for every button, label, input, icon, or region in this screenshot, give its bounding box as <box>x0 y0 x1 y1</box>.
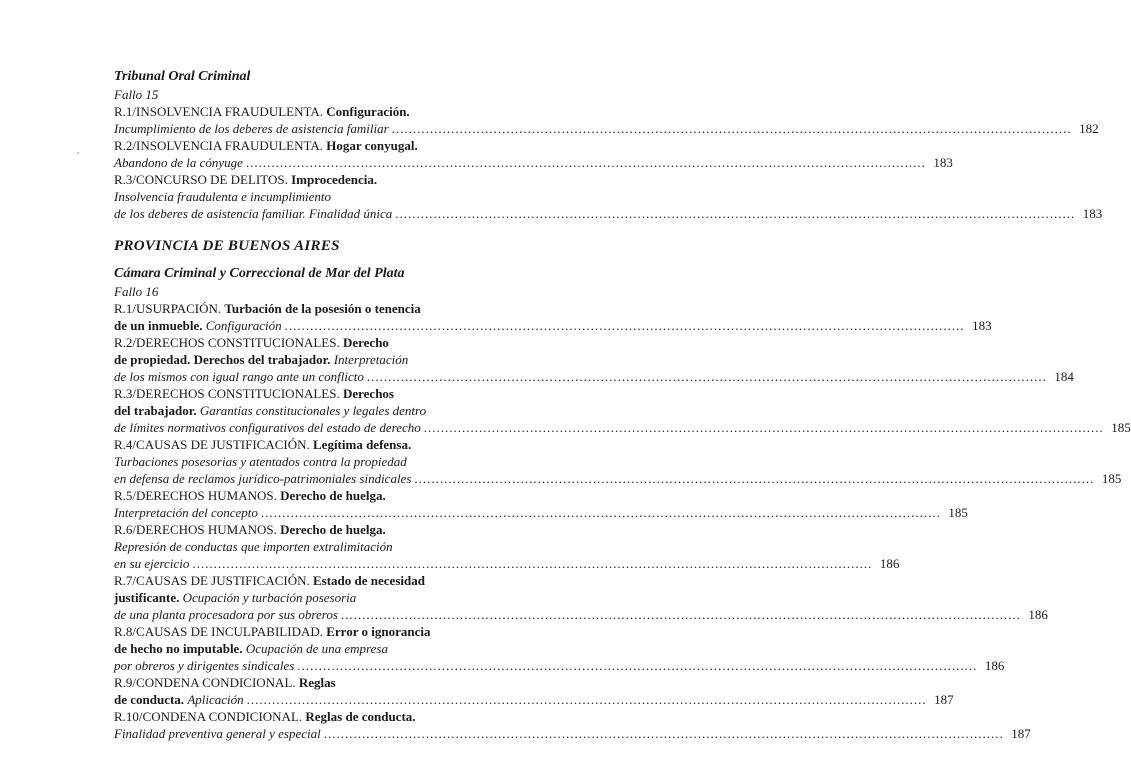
entry-description: Represión de conductas que importen extralimitación <box>114 539 393 554</box>
entry-keyword: de conducta. <box>114 692 185 707</box>
entry-line <box>114 657 1005 674</box>
entry-line <box>114 691 954 708</box>
entry-keyword: Derecho de huelga. <box>280 488 386 503</box>
entry-heading: R.4/CAUSAS DE JUSTIFICACIÓN. <box>114 437 310 452</box>
entry-heading: R.1/INSOLVENCIA FRAUDULENTA. <box>114 104 324 119</box>
scan-speck <box>77 152 79 154</box>
section-heading: PROVINCIA DE BUENOS AIRES <box>114 238 340 254</box>
entry-keyword: Improcedencia. <box>291 172 378 187</box>
entry-title <box>114 137 522 154</box>
entry-text <box>114 402 522 419</box>
entry-keyword: Configuración. <box>326 104 410 119</box>
entry-description: de una planta procesadora por sus obreros <box>114 607 338 622</box>
entry-title <box>114 674 522 691</box>
entry-keyword: de propiedad. Derechos del trabajador. <box>114 352 331 367</box>
court-heading: Tribunal Oral Criminal <box>114 69 251 84</box>
entry-description: Interpretación del concepto <box>114 505 258 520</box>
court-heading: Cámara Criminal y Correccional de Mar del Plata <box>114 266 405 281</box>
entry-description: Incumplimiento de los deberes de asistencia familiar <box>114 121 389 136</box>
entry-keyword: del trabajador. <box>114 403 197 418</box>
dot-leader: ................................................................................................................................................................ <box>391 121 1072 136</box>
entry-heading: R.1/USURPACIÓN. <box>114 301 222 316</box>
entry-description: en defensa de reclamos jurídico-patrimoniales sindicales <box>114 471 412 486</box>
entry-description: Abandono de la cónyuge <box>114 155 243 170</box>
dot-leader: ................................................................................................................................................................ <box>245 155 926 170</box>
entry-heading: R.9/CONDENA CONDICIONAL. <box>114 675 296 690</box>
page-number: 183 <box>933 155 953 170</box>
page-number: 183 <box>1082 206 1103 221</box>
entry-keyword: Error o ignorancia <box>326 624 431 639</box>
entry-keyword: Estado de necesidad <box>313 573 425 588</box>
entry-heading: R.2/INSOLVENCIA FRAUDULENTA. <box>114 138 324 153</box>
entry-keyword: Derechos <box>342 386 394 401</box>
entry-title <box>114 385 522 402</box>
dot-leader: ................................................................................................................................................................ <box>423 420 1104 435</box>
entry-keyword: justificante. <box>114 590 180 605</box>
entry-title <box>114 436 522 453</box>
entry-description: en su ejercicio <box>114 556 190 571</box>
entry-keyword: de un inmueble. <box>114 318 203 333</box>
page-number: 184 <box>1054 369 1074 384</box>
entry-text <box>114 640 522 657</box>
entry-text <box>114 691 244 708</box>
entry-description: de los deberes de asistencia familiar. Finalidad única <box>114 206 393 221</box>
entry-heading: R.5/DERECHOS HUMANOS. <box>114 488 277 503</box>
entry-heading: R.6/DERECHOS HUMANOS. <box>114 522 277 537</box>
dot-leader: ................................................................................................................................................................ <box>414 471 1095 486</box>
dot-leader: ................................................................................................................................................................ <box>260 505 941 520</box>
entry-heading: R.8/CAUSAS DE INCULPABILIDAD. <box>114 624 323 639</box>
page-number: 187 <box>934 692 954 707</box>
page-number: 183 <box>972 318 992 333</box>
entry-heading: R.10/CONDENA CONDICIONAL. <box>114 709 303 724</box>
entry-line <box>114 419 1131 436</box>
entry-description: Insolvencia fraudulenta e incumplimiento <box>114 189 331 204</box>
dot-leader: ................................................................................................................................................................ <box>192 556 873 571</box>
entry-keyword: Hogar conyugal. <box>326 138 418 153</box>
entry-line <box>114 368 1074 385</box>
entry-title <box>114 572 522 589</box>
entry-description: Garantías constitucionales y legales dentro <box>199 403 427 418</box>
entry-title <box>114 521 522 538</box>
entry-keyword: Reglas de conducta. <box>305 709 416 724</box>
entry-line <box>114 154 953 171</box>
page-number: 186 <box>1028 607 1048 622</box>
entry-line <box>114 205 1103 222</box>
entry-line <box>114 317 992 334</box>
dot-leader: ................................................................................................................................................................ <box>395 206 1076 221</box>
dot-leader: ................................................................................................................................................................ <box>323 726 1004 741</box>
entry-line <box>114 504 968 521</box>
entry-heading: R.3/CONCURSO DE DELITOS. <box>114 172 288 187</box>
page-number: 185 <box>1111 420 1131 435</box>
entry-title <box>114 623 522 640</box>
entry-title <box>114 487 522 504</box>
entry-description: Ocupación y turbación posesoria <box>182 590 357 605</box>
dot-leader: ................................................................................................................................................................ <box>284 318 965 333</box>
entry-text <box>114 351 522 368</box>
entry-description: Turbaciones posesorias y atentados contra la propiedad <box>114 454 407 469</box>
entry-heading: R.3/DERECHOS CONSTITUCIONALES. <box>114 386 340 401</box>
entry-description: por obreros y dirigentes sindicales <box>114 658 295 673</box>
entry-text <box>114 589 522 606</box>
page-number: 186 <box>879 556 900 571</box>
entry-title <box>114 171 522 188</box>
page-number: 186 <box>984 658 1005 673</box>
entry-line <box>114 120 1099 137</box>
entry-heading: R.2/DERECHOS CONSTITUCIONALES. <box>114 335 340 350</box>
page-number: 187 <box>1011 726 1031 741</box>
entry-keyword: Derecho <box>342 335 389 350</box>
entry-keyword: Turbación de la posesión o tenencia <box>224 301 421 316</box>
entry-title <box>114 708 522 725</box>
entry-description: Configuración <box>205 318 282 333</box>
entry-description: de los mismos con igual rango ante un conflicto <box>114 369 364 384</box>
entry-line <box>114 725 1031 742</box>
entry-title <box>114 334 522 351</box>
dot-leader: ................................................................................................................................................................ <box>246 692 927 707</box>
entry-description: Aplicación <box>187 692 244 707</box>
entry-keyword: Legítima defensa. <box>313 437 412 452</box>
entry-title <box>114 103 522 120</box>
entry-keyword: de hecho no imputable. <box>114 641 243 656</box>
entry-heading: R.7/CAUSAS DE JUSTIFICACIÓN. <box>114 573 310 588</box>
entry-description: Finalidad preventiva general y especial <box>114 726 321 741</box>
dot-leader: ................................................................................................................................................................ <box>340 607 1021 622</box>
entry-description: Ocupación de una empresa <box>245 641 388 656</box>
page-number: 182 <box>1079 121 1099 136</box>
entry-description: de límites normativos configurativos del estado de derecho <box>114 420 421 435</box>
entry-text <box>114 317 282 334</box>
dot-leader: ................................................................................................................................................................ <box>297 658 978 673</box>
dot-leader: ................................................................................................................................................................ <box>366 369 1047 384</box>
fallo-label: Fallo 15 <box>114 87 159 102</box>
entry-description: Interpretación <box>333 352 409 367</box>
fallo-label: Fallo 16 <box>114 284 159 299</box>
entry-line <box>114 470 1122 487</box>
entry-line <box>114 555 900 572</box>
page-number: 185 <box>948 505 968 520</box>
entry-keyword: Derecho de huelga. <box>280 522 386 537</box>
entry-keyword: Reglas <box>298 675 336 690</box>
entry-title <box>114 300 522 317</box>
entry-line <box>114 606 1048 623</box>
page-number: 185 <box>1101 471 1122 486</box>
